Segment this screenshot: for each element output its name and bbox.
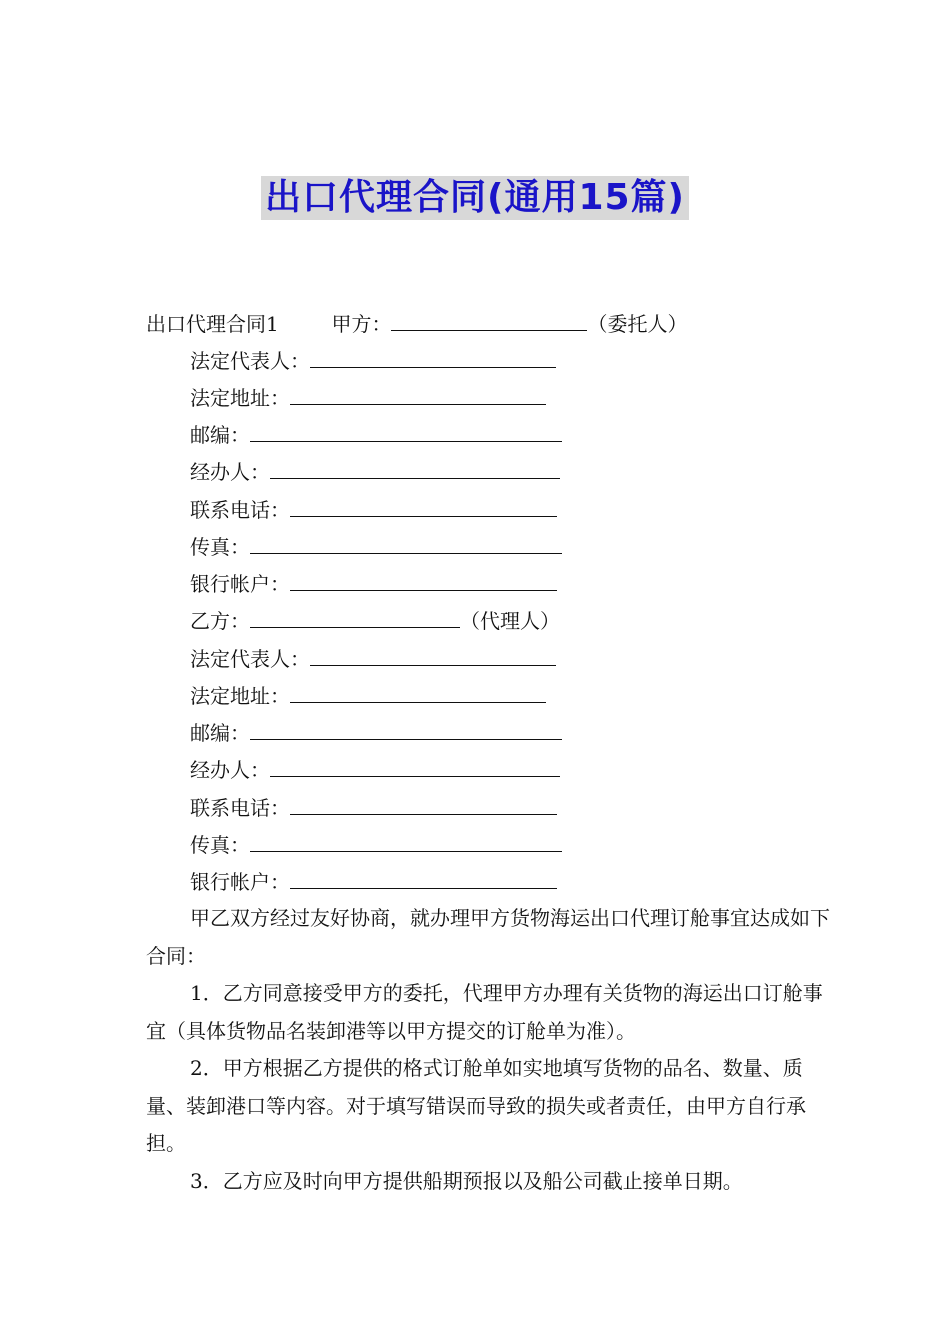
party-b-blank <box>250 605 460 628</box>
field-label: 联系电话： <box>190 498 290 522</box>
field-label: 法定代表人： <box>190 647 310 671</box>
section-heading: 出口代理合同1 <box>146 312 279 336</box>
party-a-field <box>190 345 556 375</box>
field-label: 经办人： <box>190 460 270 484</box>
field-blank <box>290 382 546 405</box>
party-a-field <box>190 531 562 561</box>
document-title: 出口代理合同(通用15篇) <box>261 176 689 220</box>
field-blank <box>290 680 546 703</box>
field-label: 经办人： <box>190 758 270 782</box>
party-b-field <box>190 866 557 896</box>
contract-body <box>146 900 836 1200</box>
field-label: 法定地址： <box>190 386 290 410</box>
party-b-line <box>190 605 560 635</box>
party-b-role: （代理人） <box>460 609 560 633</box>
party-b-label: 乙方： <box>190 609 250 633</box>
party-b-field <box>190 680 546 710</box>
clause-1: 1．乙方同意接受甲方的委托，代理甲方办理有关货物的海运出口订舱事宜（具体货物品名装卸港等以甲方提交的订舱单为准）。 <box>146 981 823 1043</box>
party-a-field <box>190 568 557 598</box>
intro-paragraph: 甲乙双方经过友好协商，就办理甲方货物海运出口代理订舱事宜达成如下合同： <box>146 906 830 968</box>
field-blank <box>270 456 560 479</box>
party-b-field <box>190 792 557 822</box>
field-label: 传真： <box>190 535 250 559</box>
field-label: 联系电话： <box>190 796 290 820</box>
party-a-field <box>190 382 546 412</box>
field-label: 传真： <box>190 833 250 857</box>
clause-2: 2．甲方根据乙方提供的格式订舱单如实地填写货物的品名、数量、质量、装卸港口等内容。对于填写错误而导致的损失或者责任，由甲方自行承担。 <box>146 1056 806 1155</box>
field-blank <box>270 754 560 777</box>
field-label: 邮编： <box>190 423 250 447</box>
title-container <box>0 176 950 220</box>
party-b-field <box>190 643 556 673</box>
field-label: 邮编： <box>190 721 250 745</box>
party-a-field <box>190 419 562 449</box>
party-a-label: 甲方： <box>331 312 392 336</box>
header-line <box>146 308 687 338</box>
field-label: 银行帐户： <box>190 870 290 894</box>
field-blank <box>250 829 562 852</box>
field-label: 法定地址： <box>190 684 290 708</box>
party-a-field <box>190 456 560 486</box>
clause-3: 3．乙方应及时向甲方提供船期预报以及船公司截止接单日期。 <box>190 1168 743 1193</box>
party-b-field <box>190 829 562 859</box>
field-blank <box>290 866 557 889</box>
party-b-field <box>190 717 562 747</box>
field-blank <box>290 568 557 591</box>
field-label: 法定代表人： <box>190 349 310 373</box>
party-a-blank <box>391 308 587 331</box>
field-blank <box>290 792 557 815</box>
field-blank <box>310 345 556 368</box>
field-blank <box>250 419 562 442</box>
field-blank <box>290 494 557 517</box>
field-label: 银行帐户： <box>190 572 290 596</box>
party-a-role: （委托人） <box>587 312 688 336</box>
party-a-field <box>190 494 557 524</box>
party-b-field <box>190 754 560 784</box>
field-blank <box>310 643 556 666</box>
field-blank <box>250 531 562 554</box>
field-blank <box>250 717 562 740</box>
